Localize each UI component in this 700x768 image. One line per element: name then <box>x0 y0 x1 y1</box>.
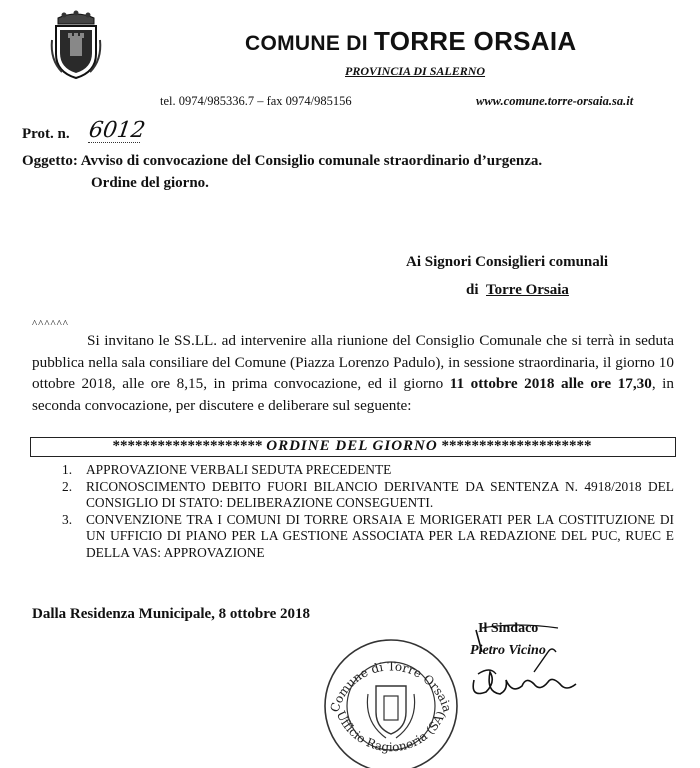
agenda-item-number: 3. <box>62 511 73 527</box>
subject-line2: Ordine del giorno. <box>91 175 209 191</box>
stamp-crest-icon <box>367 686 414 738</box>
province-label: PROVINCIA DI SALERNO <box>345 64 486 78</box>
agenda-item-text: CONVENZIONE TRA I COMUNI DI TORRE ORSAIA E MORIGERATI PER LA COSTITUZIONE DI UN UFFICIO DI PIANO PER LA GESTIONE ASSOCIATA PER LA REDAZIONE DEL PUC, RUEC E DELLA VAS: APPROVAZIONE <box>86 511 674 560</box>
stamp-text-top: Comune di Torre Orsaia <box>327 659 455 714</box>
stamp-text-bottom: Ufficio Ragioneria (SA) <box>333 708 449 755</box>
municipality-name: TORRE ORSAIA <box>374 26 577 56</box>
agenda-item-text: RICONOSCIMENTO DEBITO FUORI BILANCIO DERIVANTE DA SENTENZA N. 4918/2018 DEL CONSIGLIO DI STATO: DELIBERAZIONE CONSEGUENTI. <box>86 478 674 510</box>
municipal-stamp <box>316 634 466 768</box>
municipality-prefix: COMUNE DI <box>245 32 374 55</box>
body-part2: , in seconda convocazione, per discutere e deliberare sul seguente: <box>32 375 674 414</box>
recipient-line1: Ai Signori Consiglieri comunali <box>406 254 609 270</box>
caret-marks: ^^^^^^ <box>32 318 69 330</box>
body-paragraph <box>32 330 674 416</box>
body-bold-date: 11 ottobre 2018 alle ore 17,30 <box>449 375 652 392</box>
agenda-item <box>42 512 674 562</box>
svg-text:Ufficio Ragioneria (SA) <box>334 709 449 755</box>
agenda-title: ORDINE DEL GIORNO <box>266 438 438 454</box>
protocol-label: Prot. n. <box>22 126 70 142</box>
agenda-item-text: APPROVAZIONE VERBALI SEDUTA PRECEDENTE <box>86 462 392 477</box>
protocol-underline <box>88 142 140 143</box>
handwritten-signature <box>456 622 580 702</box>
agenda-item <box>42 479 674 512</box>
recipient-block <box>406 248 608 304</box>
agenda-stars-left: ******************** <box>112 438 263 454</box>
agenda-item-number: 2. <box>62 478 73 494</box>
recipient-prefix: di <box>466 282 479 298</box>
body-part1: Si invitano le SS.LL. ad intervenire alla riunione del Consiglio Comunale che si terrà in seduta pubblica nella sala consiliare del Comune (Piazza Lorenzo Padulo), in sessione straordinaria, il giorno 10 ottobre 2018, alle ore 8,15, in prima convocazione, ed il giorno <box>32 332 674 392</box>
agenda-header <box>30 437 674 456</box>
municipal-crest-icon <box>48 10 104 80</box>
phone-fax: tel. 0974/985336.7 – fax 0974/985156 <box>160 94 352 108</box>
agenda-stars-right: ******************** <box>441 438 592 454</box>
mayor-name: Pietro Vicino <box>470 643 546 658</box>
protocol-number: 6012 <box>87 118 147 143</box>
agenda-item-number: 1. <box>62 462 73 477</box>
recipient-place: Torre Orsaia <box>486 282 569 298</box>
subject-block <box>22 150 542 194</box>
mayor-title: Il Sindaco <box>478 621 539 636</box>
subject-label: Oggetto: <box>22 153 78 169</box>
agenda-item <box>42 462 674 479</box>
agenda-list <box>42 462 674 561</box>
municipality-title <box>245 26 576 57</box>
closing-date: Dalla Residenza Municipale, 8 ottobre 2018 <box>32 606 311 622</box>
subject-line1: Avviso di convocazione del Consiglio comunale straordinario d’urgenza. <box>80 153 543 169</box>
website-link[interactable]: www.comune.torre-orsaia.sa.it <box>476 94 634 108</box>
